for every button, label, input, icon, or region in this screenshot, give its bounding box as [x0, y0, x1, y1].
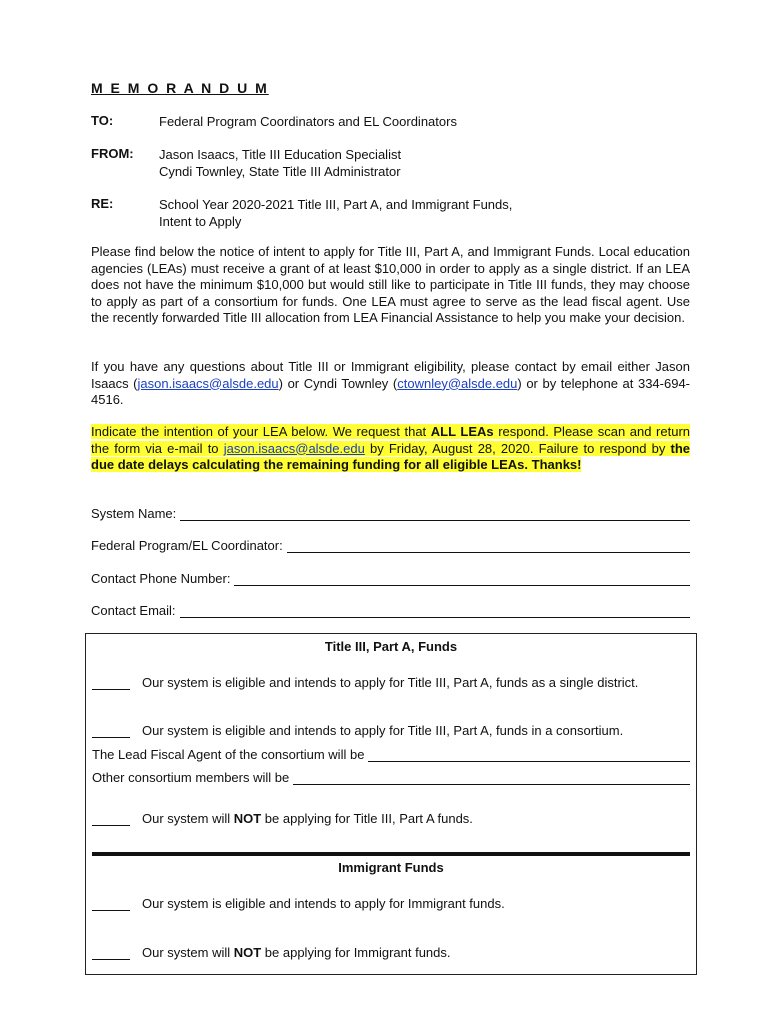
instruction-bold-1: ALL LEAs: [430, 424, 494, 439]
email-link-isaacs[interactable]: jason.isaacs@alsde.edu: [137, 375, 279, 391]
instruction-text-3: by Friday, August 28, 2020. Failure to respond by: [364, 440, 671, 456]
phone-field[interactable]: [91, 571, 690, 586]
immigrant-not-bold: NOT: [233, 945, 262, 960]
title3-consortium-text: Our system is eligible and intends to apply for Title III, Part A, funds in a consortium.: [142, 723, 624, 738]
re-value: [159, 196, 512, 230]
coordinator-line[interactable]: [287, 540, 690, 553]
title3-consortium-blank[interactable]: [92, 725, 130, 738]
title3-option-consortium[interactable]: [92, 723, 623, 738]
re-line-1: School Year 2020-2021 Title III, Part A, and Immigrant Funds,: [159, 197, 513, 212]
immigrant-eligible-text: Our system is eligible and intends to apply for Immigrant funds.: [142, 896, 505, 911]
system-name-line[interactable]: [180, 508, 690, 521]
title3-not-text-2: be applying for Title III, Part A funds.: [261, 811, 473, 826]
contact-text-2: ) or Cyndi Townley (: [278, 375, 398, 391]
immigrant-not-blank[interactable]: [92, 947, 130, 960]
phone-line[interactable]: [234, 573, 690, 586]
instruction-bold-2: the due date delays calculating the remaining funding for all eligible LEAs. Thanks!: [91, 440, 690, 472]
title3-option-single[interactable]: [92, 675, 638, 690]
immigrant-eligible-blank[interactable]: [92, 898, 130, 911]
other-members-field[interactable]: [92, 770, 690, 785]
lead-agent-line[interactable]: [368, 749, 690, 762]
immigrant-option-not[interactable]: [92, 945, 451, 960]
title3-heading: Title III, Part A, Funds: [324, 639, 458, 654]
email-link-townley[interactable]: ctownley@alsde.edu: [397, 375, 518, 391]
other-members-line[interactable]: [293, 772, 690, 785]
lead-agent-label: The Lead Fiscal Agent of the consortium will be: [92, 747, 365, 762]
intent-form-box: [85, 633, 697, 975]
immigrant-option-eligible[interactable]: [92, 896, 505, 911]
system-name-field[interactable]: [91, 506, 690, 521]
title3-single-blank[interactable]: [92, 677, 130, 690]
from-line-2: Cyndi Townley, State Title III Administrator: [159, 164, 401, 179]
section-divider: [92, 852, 690, 856]
title3-not-text-1: Our system will: [142, 811, 234, 826]
title3-not-bold: NOT: [233, 811, 262, 826]
immigrant-not-text: [142, 945, 451, 960]
instruction-paragraph: [91, 424, 690, 474]
email-label: Contact Email:: [91, 603, 176, 618]
title3-single-text: Our system is eligible and intends to apply for Title III, Part A, funds as a single district.: [142, 675, 639, 690]
contact-paragraph: [91, 359, 690, 409]
re-line-2: Intent to Apply: [159, 214, 242, 229]
title3-not-text: [142, 811, 473, 826]
from-label: FROM:: [91, 146, 134, 161]
coordinator-label: Federal Program/EL Coordinator:: [91, 538, 283, 553]
instruction-text-1: Indicate the intention of your LEA below. We request that: [91, 424, 431, 439]
to-value: Federal Program Coordinators and EL Coordinators: [159, 114, 457, 129]
system-name-label: System Name:: [91, 506, 177, 521]
re-label: RE:: [91, 196, 114, 211]
contact-text-1: If you have any questions about Title III or Immigrant eligibility, please contact by email either Jason Isaacs (: [91, 359, 690, 391]
immigrant-heading: Immigrant Funds: [338, 860, 444, 875]
email-field[interactable]: [91, 603, 690, 618]
from-line-1: Jason Isaacs, Title III Education Specialist: [159, 147, 402, 162]
email-line[interactable]: [180, 605, 690, 618]
contact-text-3: ) or by telephone at 334-694-4516.: [91, 375, 691, 407]
memo-title: M E M O R A N D U M: [91, 80, 269, 96]
intro-paragraph: Please find below the notice of intent to apply for Title III, Part A, and Immigrant Funds. Local education agencies (LEAs) must receive a grant of at least $10,000 in order to apply as a single district. If an LEA does not have the minimum $10,000 but would still like to participate in Title III funds, they may choose to apply as part of a consortium for funds. One LEA must agree to serve as the lead fiscal agent. Use the recently forwarded Title III allocation from LEA Financial Assistance to help you make your decision.: [91, 244, 690, 325]
immigrant-not-text-1: Our system will: [142, 945, 234, 960]
title3-option-not[interactable]: [92, 811, 473, 826]
from-value: [159, 146, 401, 180]
lead-agent-field[interactable]: [92, 747, 690, 762]
coordinator-field[interactable]: [91, 538, 690, 553]
email-link-return[interactable]: jason.isaacs@alsde.edu: [223, 440, 365, 456]
other-members-label: Other consortium members will be: [92, 770, 290, 785]
title3-not-blank[interactable]: [92, 813, 130, 826]
instruction-text-2: respond. Please scan and return the form via e-mail to: [91, 424, 690, 456]
immigrant-not-text-2: be applying for Immigrant funds.: [261, 945, 451, 960]
to-label: TO:: [91, 113, 114, 128]
phone-label: Contact Phone Number:: [91, 571, 231, 586]
